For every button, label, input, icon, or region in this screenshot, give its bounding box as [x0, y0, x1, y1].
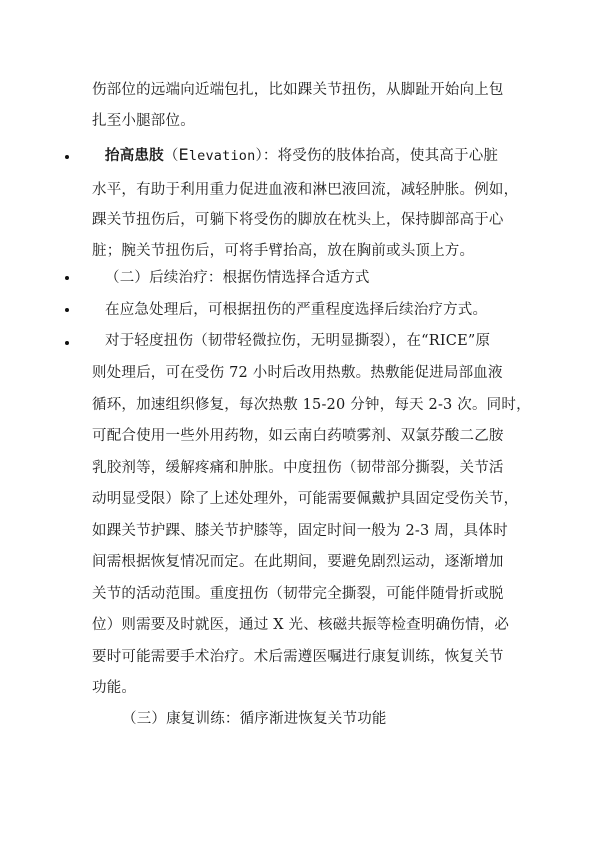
elevation-text: ）：将受伤的肢体抬高，使其高于心脏 [255, 148, 499, 164]
elevation-line [105, 144, 498, 165]
body-text-line: 要时可能需要手术治疗。术后需遵医嘱进行康复训练，恢复关节 [92, 649, 504, 665]
body-text-line: 位）则需要及时就医，通过 X 光、核磁共振等检查明确伤情，必 [92, 617, 510, 633]
elevation-title: 抬高患肢 [105, 147, 164, 164]
bullet-marker [65, 308, 69, 312]
body-text-line: 如踝关节护踝、膝关节护膝等，固定时间一般为 2-3 周，具体时 [92, 523, 508, 539]
body-text-line: 间需根据恢复情况而定。在此期间，要避免剧烈运动，逐渐增加 [92, 554, 504, 570]
elevation-first-letter: E [178, 145, 189, 164]
intro-text: 在应急处理后，可根据扭伤的严重程度选择后续治疗方式。 [105, 302, 488, 318]
body-text-line: 则处理后，可在受伤 72 小时后改用热敷。热敷能促进局部血液 [92, 365, 503, 381]
section-heading: （三）康复训练：循序渐进恢复关节功能 [122, 711, 387, 727]
body-text-line: 循环，加速组织修复，每次热敷 15-20 分钟，每天 2-3 次。同时， [92, 397, 531, 413]
bullet-marker [65, 341, 69, 345]
body-text-line: 可配合使用一些外用药物，如云南白药喷雾剂、双氯芬酸二乙胺 [92, 428, 504, 444]
body-text-line: 踝关节扭伤后，可躺下将受伤的脚放在枕头上，保持脚部高于心 [92, 212, 504, 228]
bullet-marker [65, 155, 69, 159]
elevation-term: levation [188, 148, 256, 164]
body-text-line: 扎至小腿部位。 [92, 113, 195, 129]
section-heading: （二）后续治疗：根据伤情选择合适方式 [105, 270, 370, 286]
body-text-line: 伤部位的远端向近端包扎，比如踝关节扭伤，从脚趾开始向上包 [92, 82, 504, 98]
body-text-line: 对于轻度扭伤（韧带轻微拉伤，无明显撕裂），在“RICE”原 [105, 333, 491, 349]
body-text-line: 水平，有助于利用重力促进血液和淋巴液回流，减轻肿胀。例如， [92, 182, 519, 198]
body-text-line: 关节的活动范围。重度扭伤（韧带完全撕裂，可能伴随骨折或脱 [92, 586, 504, 602]
paren-open: （ [163, 148, 179, 164]
body-text-line: 动明显受限）除了上述处理外，可能需要佩戴护具固定受伤关节， [92, 491, 519, 507]
body-text-line: 乳胶剂等，缓解疼痛和肿胀。中度扭伤（韧带部分撕裂，关节活 [92, 460, 504, 476]
bullet-marker [65, 276, 69, 280]
body-text-line: 脏；腕关节扭伤后，可将手臂抬高，放在胸前或头顶上方。 [92, 243, 475, 259]
body-text-line: 功能。 [92, 680, 137, 696]
